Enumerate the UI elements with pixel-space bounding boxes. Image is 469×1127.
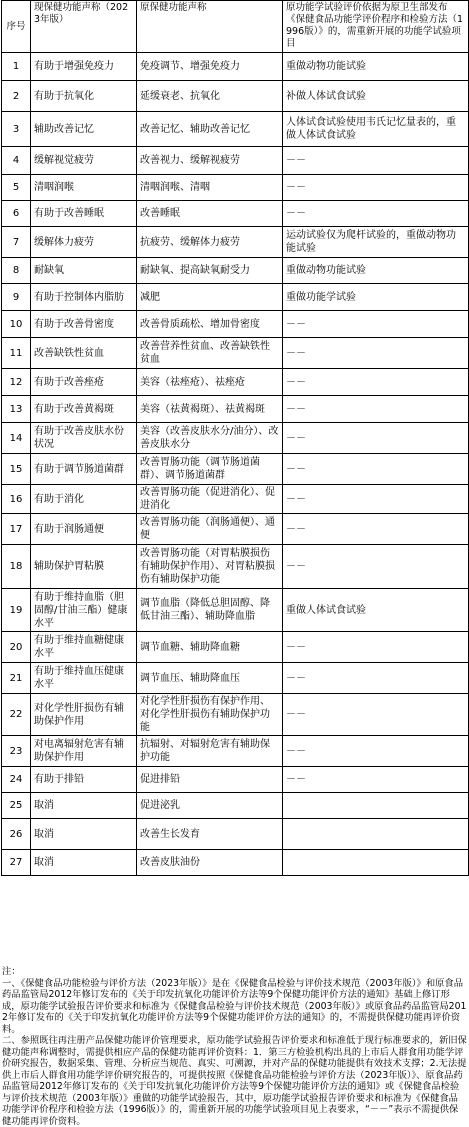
required-tests-cell: －－: [283, 175, 469, 201]
row-number: 24: [2, 767, 31, 793]
current-claim-cell: 有助于润肠通便: [31, 514, 137, 545]
table-row: [2, 423, 469, 454]
original-claim-cell: 调节血脂（降低总胆固醇、降低甘油三酯）、辅助降血脂: [137, 589, 283, 632]
table-row: [2, 81, 469, 112]
table-row: [2, 147, 469, 175]
table-row: [2, 793, 469, 819]
table-row: [2, 112, 469, 147]
current-claim-cell: 有助于改善皮肤水份状况: [31, 423, 137, 454]
current-claim-cell: 有助于改善痤疮: [31, 369, 137, 396]
current-claim-cell: 取消: [31, 793, 137, 819]
row-number: 6: [2, 201, 31, 227]
current-claim-cell: 有助于增强免疫力: [31, 53, 137, 81]
table-row: [2, 175, 469, 201]
original-claim-cell: 改善骨质疏松、增加骨密度: [137, 311, 283, 338]
row-number: 3: [2, 112, 31, 147]
original-claim-cell: 对化学性肝损伤有保护作用、对化学性肝损伤有辅助保护功能: [137, 694, 283, 736]
required-tests-cell: －－: [283, 396, 469, 423]
row-number: 1: [2, 53, 31, 81]
current-claim-cell: 取消: [31, 850, 137, 876]
table-row: [2, 284, 469, 311]
health-claims-table: [1, 0, 469, 876]
notes-section: [2, 966, 467, 1127]
required-tests-cell: 人体试食试验使用韦氏记忆量表的，重做人体试食试验: [283, 112, 469, 147]
original-claim-cell: 减肥: [137, 284, 283, 311]
required-tests-cell: －－: [283, 663, 469, 694]
original-claim-cell: 改善胃肠功能（促进消化）、促进消化: [137, 485, 283, 514]
table-row: [2, 258, 469, 284]
original-claim-cell: 清咽润喉、清咽: [137, 175, 283, 201]
original-claim-cell: 免疫调节、增强免疫力: [137, 53, 283, 81]
original-claim-cell: 调节血压、辅助降血压: [137, 663, 283, 694]
original-claim-cell: 调节血糖、辅助降血糖: [137, 632, 283, 663]
table-row: [2, 632, 469, 663]
current-claim-cell: 辅助改善记忆: [31, 112, 137, 147]
current-claim-cell: 有助于改善黄褐斑: [31, 396, 137, 423]
required-tests-cell: －－: [283, 767, 469, 793]
row-number: 22: [2, 694, 31, 736]
current-claim-cell: 缓解视觉疲劳: [31, 147, 137, 175]
table-row: [2, 663, 469, 694]
current-claim-cell: 缓解体力疲劳: [31, 227, 137, 258]
current-claim-cell: 有助于改善骨密度: [31, 311, 137, 338]
notes-title: 注：: [2, 966, 21, 977]
current-claim-cell: 有助于维持血糖健康水平: [31, 632, 137, 663]
original-claim-cell: 改善营养性贫血、改善缺铁性贫血: [137, 338, 283, 369]
original-claim-cell: 改善视力、缓解视疲劳: [137, 147, 283, 175]
original-claim-cell: 改善记忆、辅助改善记忆: [137, 112, 283, 147]
required-tests-cell: －－: [283, 632, 469, 663]
table-row: [2, 227, 469, 258]
table-row: [2, 485, 469, 514]
required-tests-cell: 补做人体试食试验: [283, 81, 469, 112]
header-number: 序号: [2, 1, 31, 53]
table-row: [2, 819, 469, 850]
row-number: 21: [2, 663, 31, 694]
original-claim-cell: 美容（祛黄褐斑）、祛黄褐斑: [137, 396, 283, 423]
original-claim-cell: 改善胃肠功能（润肠通便）、通便: [137, 514, 283, 545]
required-tests-cell: 重做人体试食试验: [283, 589, 469, 632]
current-claim-cell: 有助于控制体内脂肪: [31, 284, 137, 311]
original-claim-cell: 美容（祛痤疮）、祛痤疮: [137, 369, 283, 396]
table-row: [2, 454, 469, 485]
original-claim-cell: 促进排铅: [137, 767, 283, 793]
required-tests-cell: [283, 793, 469, 819]
original-claim-cell: 改善胃肠功能（对胃粘膜损伤有辅助保护作用）、对胃粘膜损伤有辅助保护功能: [137, 545, 283, 589]
table-row: [2, 694, 469, 736]
table-row: [2, 850, 469, 876]
required-tests-cell: －－: [283, 338, 469, 369]
row-number: 7: [2, 227, 31, 258]
note-paragraph-1: 一、《保健食品功能检验与评价方法（2023年版）》是在《保健食品检验与评价技术规范（2003年版）》和原食品药品监管局2012年修订发布的《关于印发抗氧化功能评价方法等9个保健功能评价方法的通知》基础上修订形成，原功能学试验报告评价要求和标准为《保健食品检验与评价技术规范（2003年版）》或原食品药品监管局2012年修订发布的《关于印发抗氧化功能评价方法等9个保健功能评价方法的通知》的，不需提供保健功能再评价资料。: [2, 977, 467, 1035]
required-tests-cell: －－: [283, 369, 469, 396]
required-tests-cell: －－: [283, 736, 469, 767]
row-number: 9: [2, 284, 31, 311]
row-number: 19: [2, 589, 31, 632]
required-tests-cell: －－: [283, 147, 469, 175]
row-number: 13: [2, 396, 31, 423]
note-paragraph-2: 二、参照既往再注册产品保健功能评价管理要求，原功能学试验报告评价要求和标准低于现行标准要求的，新旧保健功能声称调整时，需提供相应产品的保健功能再评价资料：1．第三方检验机构出具的上市后人群食用功能学评价研究报告，数据采集、管理、分析应当规范、真实、可溯源，并对产品的保健功能提供有效技术支撑；2.无法提供上市后人群食用功能学评价研究报告的，可提供按照《保健食品功能检验与评价方法（2023年版）》、原食品药品监管局2012年修订发布的《关于印发抗氧化功能评价方法等9个保健功能评价方法的通知》或《保健食品检验与评价技术规范（2003年版）》重做的功能学试验报告，其中，原功能学试验报告评价要求和标准为《保健食品功能学评价程序和检验方法（1996版）》的，需重新开展的功能学试验项目见上表要求，“－－”表示不需提供保健功能再评价资料。: [2, 1035, 467, 1127]
table-header-row: [2, 1, 469, 53]
required-tests-cell: －－: [283, 454, 469, 485]
original-claim-cell: 改善睡眠: [137, 201, 283, 227]
required-tests-cell: 重做动物功能试验: [283, 258, 469, 284]
row-number: 20: [2, 632, 31, 663]
required-tests-cell: 运动试验仅为爬杆试验的，重做动物功能试验: [283, 227, 469, 258]
row-number: 11: [2, 338, 31, 369]
table-row: [2, 369, 469, 396]
row-number: 18: [2, 545, 31, 589]
current-claim-cell: 对化学性肝损伤有辅助保护作用: [31, 694, 137, 736]
required-tests-cell: －－: [283, 545, 469, 589]
required-tests-cell: －－: [283, 423, 469, 454]
required-tests-cell: 重做功能学试验: [283, 284, 469, 311]
required-tests-cell: [283, 819, 469, 850]
table-row: [2, 338, 469, 369]
required-tests-cell: －－: [283, 694, 469, 736]
original-claim-cell: 改善皮肤油份: [137, 850, 283, 876]
current-claim-cell: 有助于维持血脂（胆固醇/甘油三酯）健康水平: [31, 589, 137, 632]
row-number: 12: [2, 369, 31, 396]
row-number: 25: [2, 793, 31, 819]
row-number: 2: [2, 81, 31, 112]
current-claim-cell: 有助于维持血压健康水平: [31, 663, 137, 694]
original-claim-cell: 抗辐射、对辐射危害有辅助保护功能: [137, 736, 283, 767]
current-claim-cell: 有助于抗氧化: [31, 81, 137, 112]
table-row: [2, 589, 469, 632]
row-number: 16: [2, 485, 31, 514]
original-claim-cell: 美容（改善皮肤水分/油分）、改善皮肤水分: [137, 423, 283, 454]
row-number: 17: [2, 514, 31, 545]
current-claim-cell: 对电离辐射危害有辅助保护作用: [31, 736, 137, 767]
table-row: [2, 767, 469, 793]
row-number: 23: [2, 736, 31, 767]
current-claim-cell: 有助于消化: [31, 485, 137, 514]
table-body: [2, 53, 469, 876]
table-row: [2, 311, 469, 338]
row-number: 8: [2, 258, 31, 284]
original-claim-cell: 促进泌乳: [137, 793, 283, 819]
original-claim-cell: 改善胃肠功能（调节肠道菌群）、调节肠道菌群: [137, 454, 283, 485]
current-claim-cell: 有助于排铅: [31, 767, 137, 793]
current-claim-cell: 耐缺氧: [31, 258, 137, 284]
current-claim-cell: 辅助保护胃粘膜: [31, 545, 137, 589]
row-number: 5: [2, 175, 31, 201]
row-number: 26: [2, 819, 31, 850]
row-number: 10: [2, 311, 31, 338]
header-required-tests: 原功能学试验评价依据为原卫生部发布《保健食品功能学评价程序和检验方法（1996版）》的，需重新开展的功能学试验项目: [283, 1, 469, 53]
original-claim-cell: 改善生长发育: [137, 819, 283, 850]
row-number: 27: [2, 850, 31, 876]
required-tests-cell: －－: [283, 201, 469, 227]
required-tests-cell: －－: [283, 514, 469, 545]
table-row: [2, 514, 469, 545]
table-row: [2, 396, 469, 423]
required-tests-cell: [283, 850, 469, 876]
required-tests-cell: －－: [283, 485, 469, 514]
table-row: [2, 545, 469, 589]
table-row: [2, 201, 469, 227]
row-number: 4: [2, 147, 31, 175]
header-current-claim: 现保健功能声称（2023年版）: [31, 1, 137, 53]
original-claim-cell: 抗疲劳、缓解体力疲劳: [137, 227, 283, 258]
row-number: 15: [2, 454, 31, 485]
current-claim-cell: 清咽润喉: [31, 175, 137, 201]
original-claim-cell: 延缓衰老、抗氧化: [137, 81, 283, 112]
table-row: [2, 736, 469, 767]
required-tests-cell: －－: [283, 311, 469, 338]
row-number: 14: [2, 423, 31, 454]
current-claim-cell: 取消: [31, 819, 137, 850]
current-claim-cell: 有助于改善睡眠: [31, 201, 137, 227]
current-claim-cell: 有助于调节肠道菌群: [31, 454, 137, 485]
header-original-claim: 原保健功能声称: [137, 1, 283, 53]
required-tests-cell: 重做动物功能试验: [283, 53, 469, 81]
original-claim-cell: 耐缺氧、提高缺氧耐受力: [137, 258, 283, 284]
table-row: [2, 53, 469, 81]
current-claim-cell: 改善缺铁性贫血: [31, 338, 137, 369]
